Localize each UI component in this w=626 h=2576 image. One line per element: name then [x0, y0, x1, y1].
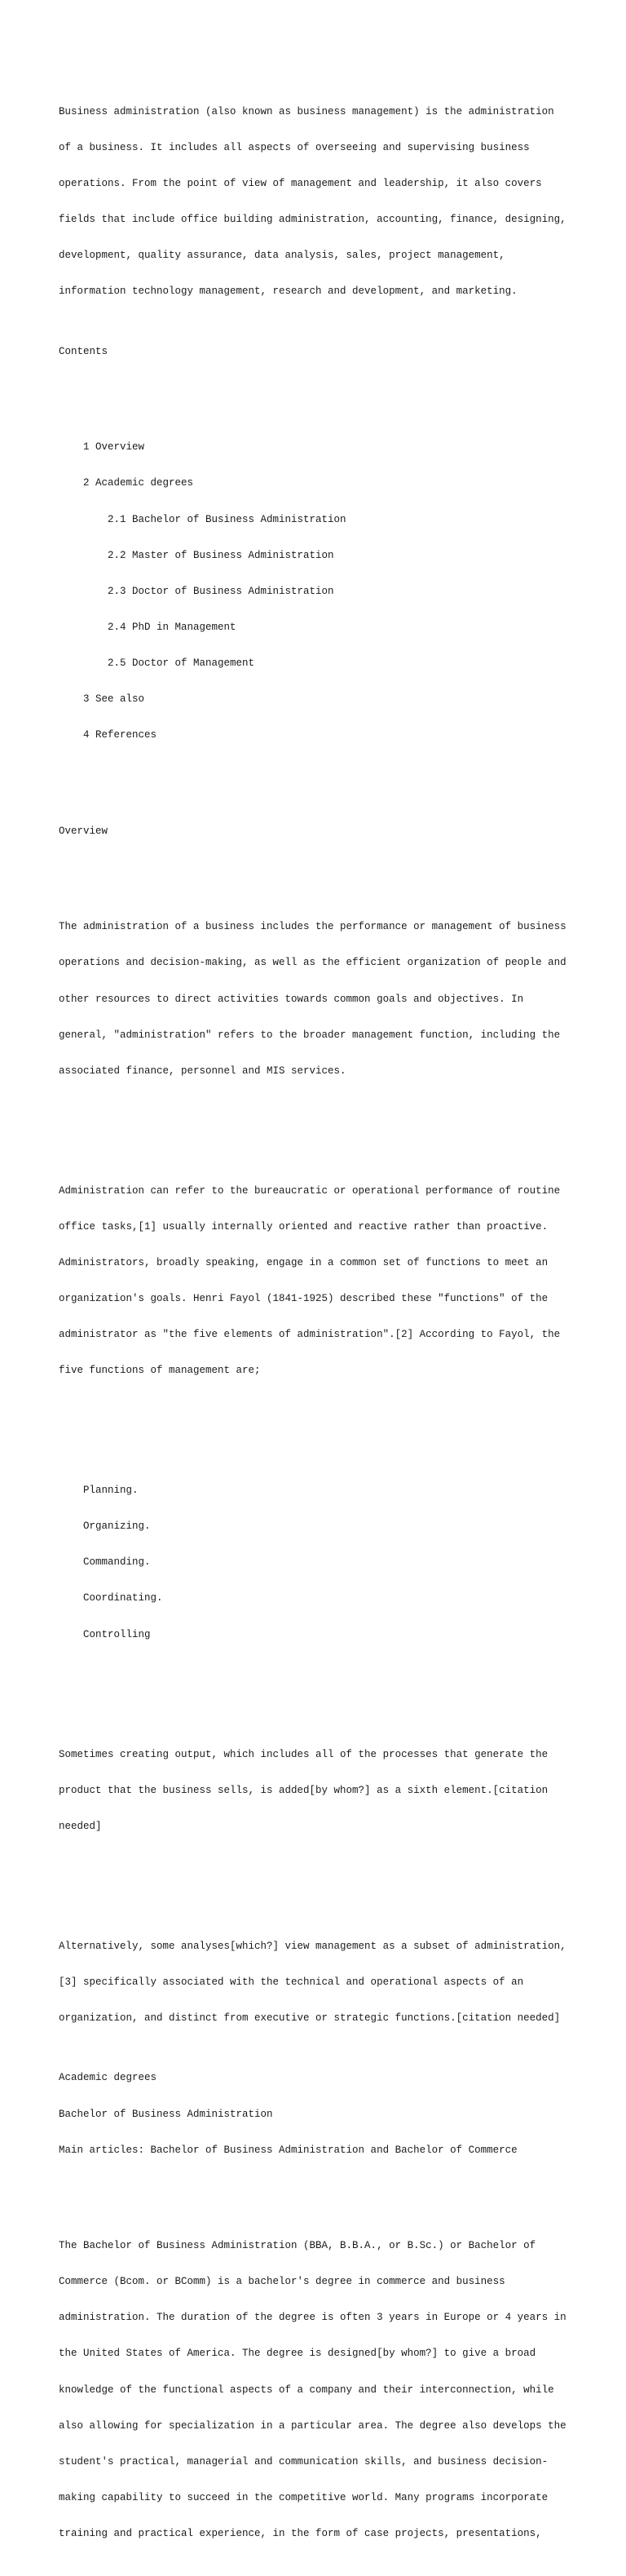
- intro-paragraph: [59, 82, 580, 321]
- text-line: five functions of management are;: [59, 1365, 261, 1377]
- text-line: other resources to direct activities towards common goals and objectives. In: [59, 993, 524, 1005]
- bba-heading: Bachelor of Business Administration: [59, 2108, 273, 2120]
- toc-item-dba[interactable]: 2.3 Doctor of Business Administration: [108, 585, 334, 597]
- text-line: knowledge of the functional aspects of a company and their interconnection, while: [59, 2383, 554, 2396]
- toc-item-bba[interactable]: 2.1 Bachelor of Business Administration: [108, 513, 346, 525]
- text-line: training and practical experience, in the form of case projects, presentations,: [59, 2527, 542, 2539]
- contents-heading: Contents: [59, 345, 108, 357]
- text-line: operations. From the point of view of management and leadership, it also covers: [59, 178, 542, 189]
- text-line: product that the business sells, is added[by whom?] as a sixth element.[citation: [59, 1784, 549, 1796]
- toc-item-see-also[interactable]: 3 See also: [83, 693, 145, 706]
- text-line: [3] specifically associated with the technical and operational aspects of an: [59, 1976, 524, 1988]
- spacer: [59, 861, 580, 874]
- text-line: administrator as "the five elements of administration".[2] According to Fayol, the: [59, 1329, 561, 1341]
- toc-item-mba[interactable]: 2.2 Master of Business Administration: [108, 549, 334, 561]
- bba-paragraph: [59, 2216, 580, 2564]
- toc-item-references[interactable]: 4 References: [83, 729, 157, 741]
- text-line: The Bachelor of Business Administration (BBA, B.B.A., or B.Sc.) or Bachelor of: [59, 2240, 536, 2252]
- text-line: Alternatively, some analyses[which?] view management as a subset of administration,: [59, 1940, 566, 1952]
- list-item: Coordinating.: [83, 1592, 163, 1604]
- text-line: of a business. It includes all aspects of overseeing and supervising business: [59, 141, 530, 153]
- table-of-contents: [59, 418, 580, 765]
- list-item: Controlling: [83, 1628, 151, 1640]
- academic-degrees-heading: Academic degrees: [59, 2072, 157, 2084]
- overview-paragraph-3: [59, 1724, 580, 1857]
- text-line: information technology management, research and development, and marketing.: [59, 285, 518, 298]
- text-line: development, quality assurance, data analysis, sales, project management,: [59, 250, 505, 262]
- text-line: the United States of America. The degree is designed[by whom?] to give a broad: [59, 2348, 536, 2360]
- list-item: Commanding.: [83, 1556, 151, 1569]
- text-line: student's practical, managerial and communication skills, and business decision-: [59, 2455, 549, 2468]
- functions-list: [59, 1461, 580, 1665]
- text-line: making capability to succeed in the competitive world. Many programs incorporate: [59, 2491, 549, 2503]
- text-line: Commerce (Bcom. or BComm) is a bachelor's degree in commerce and business: [59, 2276, 505, 2288]
- text-line: also allowing for specialization in a particular area. The degree also develops the: [59, 2419, 566, 2432]
- spacer: [59, 1125, 580, 1137]
- toc-item-academic-degrees[interactable]: 2 Academic degrees: [83, 477, 194, 489]
- spacer: [59, 1880, 580, 1892]
- text-line: Sometimes creating output, which includes all of the processes that generate the: [59, 1748, 549, 1760]
- text-line: administration. The duration of the degree is often 3 years in Europe or 4 years in: [59, 2312, 566, 2324]
- text-line: associated finance, personnel and MIS services.: [59, 1064, 346, 1077]
- overview-paragraph-2: [59, 1161, 580, 1401]
- main-articles-note[interactable]: Main articles: Bachelor of Business Administration and Bachelor of Commerce: [59, 2144, 518, 2156]
- text-line: office tasks,[1] usually internally oriented and reactive rather than proactive.: [59, 1220, 549, 1233]
- text-line: organization's goals. Henri Fayol (1841-1925) described these "functions" of the: [59, 1292, 549, 1304]
- text-line: organization, and distinct from executive or strategic functions.[citation needed]: [59, 2012, 561, 2024]
- spacer: [59, 382, 580, 394]
- spacer: [59, 1689, 580, 1701]
- spacer: [59, 2180, 580, 2193]
- text-line: general, "administration" refers to the broader management function, including the: [59, 1029, 561, 1041]
- spacer: [59, 790, 580, 802]
- text-line: fields that include office building administration, accounting, finance, designing,: [59, 214, 566, 226]
- toc-item-overview[interactable]: 1 Overview: [83, 441, 145, 454]
- list-item: Planning.: [83, 1485, 139, 1497]
- spacer: [59, 1425, 580, 1437]
- list-item: Organizing.: [83, 1520, 151, 1533]
- toc-item-doctor-of-management[interactable]: 2.5 Doctor of Management: [108, 657, 255, 669]
- text-line: Business administration (also known as business management) is the administration: [59, 105, 554, 117]
- text-line: The administration of a business includes the performance or management of business: [59, 921, 566, 933]
- overview-paragraph-4: [59, 1916, 580, 2048]
- text-line: Administrators, broadly speaking, engage in a common set of functions to meet an: [59, 1256, 549, 1268]
- text-line: operations and decision-making, as well as the efficient organization of people and: [59, 957, 566, 969]
- overview-paragraph-1: [59, 897, 580, 1101]
- text-line: needed]: [59, 1820, 102, 1832]
- toc-item-phd[interactable]: 2.4 PhD in Management: [108, 621, 236, 633]
- document-body: [59, 58, 580, 2576]
- text-line: Administration can refer to the bureaucratic or operational performance of routine: [59, 1184, 561, 1197]
- overview-heading: Overview: [59, 825, 108, 837]
